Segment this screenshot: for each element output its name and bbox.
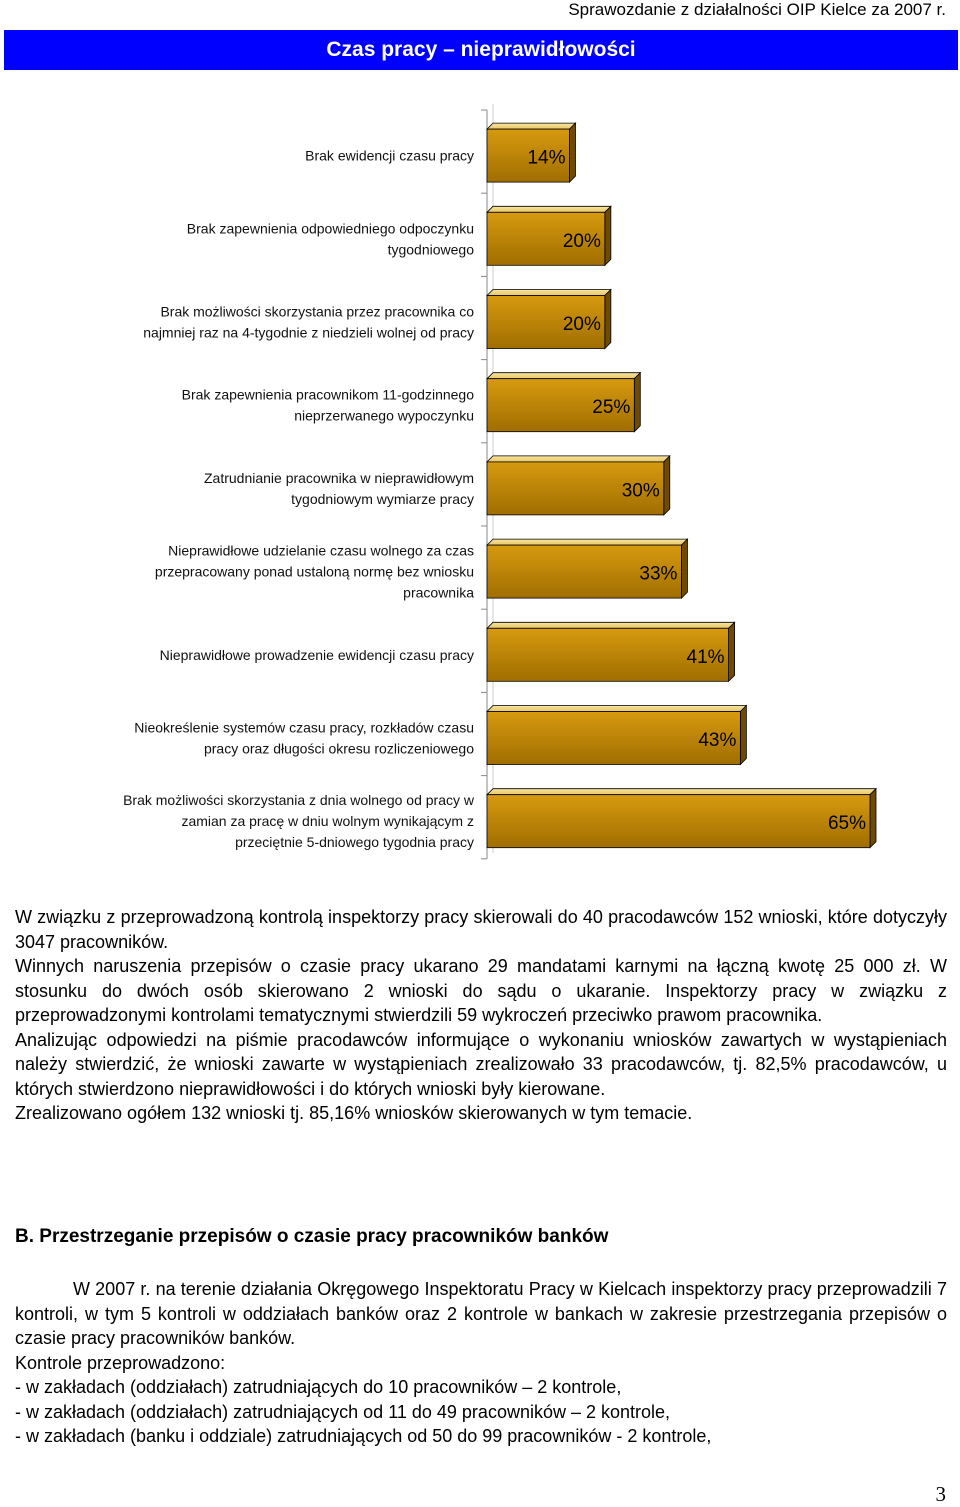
bar-value-label: 20% [562, 314, 601, 335]
paragraph: W związku z przeprowadzoną kontrolą inspektorzy pracy skierowali do 40 pracodawców 152 wnioski, które dotyczyły 3047 pracowników. [15, 907, 947, 952]
category-label: Brak ewidencji czasu pracy [305, 147, 474, 164]
bar-side-face [605, 206, 611, 265]
bar-top-face [487, 706, 746, 712]
bar-value-label: 65% [827, 813, 866, 835]
bar-side-face [605, 290, 611, 349]
category-label: Brak zapewnienia odpowiedniego odpoczynku tygodniowego [186, 220, 474, 258]
violations-bar-chart [0, 100, 960, 870]
list-title: Kontrole przeprowadzono: [15, 1352, 226, 1373]
bar-value-label: 14% [527, 147, 566, 169]
bar-value-label: 20% [562, 230, 601, 252]
section-title: Czas pracy – nieprawidłowości [326, 38, 636, 61]
bar-top-face [487, 206, 611, 212]
bar-value-label: 33% [639, 563, 678, 585]
section-b-text [15, 1277, 947, 1449]
category-label: Nieokreślenie systemów czasu pracy, rozkładów czasu pracy oraz długości okresu rozliczeniowego [134, 719, 474, 757]
bar-top-face [487, 373, 640, 379]
bar-top-face [487, 290, 611, 296]
paragraph: Winnych naruszenia przepisów o czasie pracy ukarano 29 mandatami karnymi na łączną kwotę 25 000 zł. W stosunku do dwóch osób skierowano 2 wnioski do sądu o ukaranie. Inspektorzy pracy w związku z przeprowadzonymi kontrolami tematycznymi stwierdzili 59 wykroczeń przeciwko prawom pracownika. [15, 956, 947, 1025]
bar-top-face [487, 789, 876, 795]
category-label: Brak możliwości skorzystania z dnia wolnego od pracy w zamian za pracę w dniu wolnym wynikającym z przeciętnie 5-dniowego tygodnia pracy [123, 792, 474, 851]
bar-side-face [664, 456, 670, 515]
bar-value-label: 30% [621, 480, 660, 502]
paragraph: Analizując odpowiedzi na piśmie pracodawców informujące o wykonaniu wniosków zawartych w wystąpieniach należy stwierdzić, że wnioski zawarte w wystąpieniach zrealizowało 33 pracodawców, tj. 82,5% pracodawców, u których stwierdzono nieprawidłowości i do których wnioski były kierowane. [15, 1029, 947, 1099]
category-label: Nieprawidłowe prowadzenie ewidencji czasu pracy [159, 646, 474, 663]
category-label: Brak możliwości skorzystania przez pracownika co najmniej raz na 4-tygodnie z niedzieli wolnej od pracy [143, 303, 474, 341]
list-item: - w zakładach (banku i oddziale) zatrudniających od 50 do 99 pracowników - 2 kontrole, [15, 1426, 712, 1446]
section-b-heading: B. Przestrzeganie przepisów o czasie pracy pracowników banków [15, 1226, 609, 1247]
list-item: - w zakładach (oddziałach) zatrudniających do 10 pracowników – 2 kontrole, [15, 1377, 622, 1397]
section-title-bar [4, 30, 958, 70]
bar-front-face [487, 795, 870, 848]
bar-side-face [870, 789, 876, 848]
bar-side-face [634, 373, 640, 432]
list-item: - w zakładach (oddziałach) zatrudniających od 11 do 49 pracowników – 2 kontrole, [15, 1401, 671, 1422]
bar [487, 789, 876, 848]
bar-value-label: 25% [592, 397, 631, 419]
bar-value-label: 41% [686, 646, 725, 668]
bar-top-face [487, 622, 735, 628]
bar-side-face [569, 123, 575, 182]
bar-side-face [740, 706, 746, 765]
chart-bars [487, 123, 876, 848]
category-label: Nieprawidłowe udzielanie czasu wolnego za czas przepracowany ponad ustaloną normę bez wniosku pracownika [154, 542, 474, 601]
bar-top-face [487, 539, 687, 545]
bar-value-label: 43% [698, 730, 737, 751]
bar-side-face [681, 539, 687, 598]
running-header: Sprawozdanie z działalności OIP Kielce za 2007 r. [568, 0, 946, 19]
summary-text [15, 905, 947, 1126]
bar-top-face [487, 123, 575, 129]
category-label: Brak zapewnienia pracownikom 11-godzinnego nieprzerwanego wypoczynku [181, 386, 474, 424]
page-number: 3 [935, 1482, 946, 1506]
bar-top-face [487, 456, 670, 462]
bar-side-face [729, 622, 735, 681]
paragraph: W 2007 r. na terenie działania Okręgowego Inspektoratu Pracy w Kielcach inspektorzy pracy przeprowadzili 7 kontroli, w tym 5 kontroli w oddziałach banków oraz 2 kontrole w bankach w zakresie przestrzegania przepisów o czasie pracy pracowników banków. [15, 1279, 947, 1348]
paragraph: Zrealizowano ogółem 132 wnioski tj. 85,16% wniosków skierowanych w tym temacie. [15, 1103, 693, 1123]
category-label: Zatrudnianie pracownika w nieprawidłowym tygodniowym wymiarze pracy [203, 469, 474, 507]
